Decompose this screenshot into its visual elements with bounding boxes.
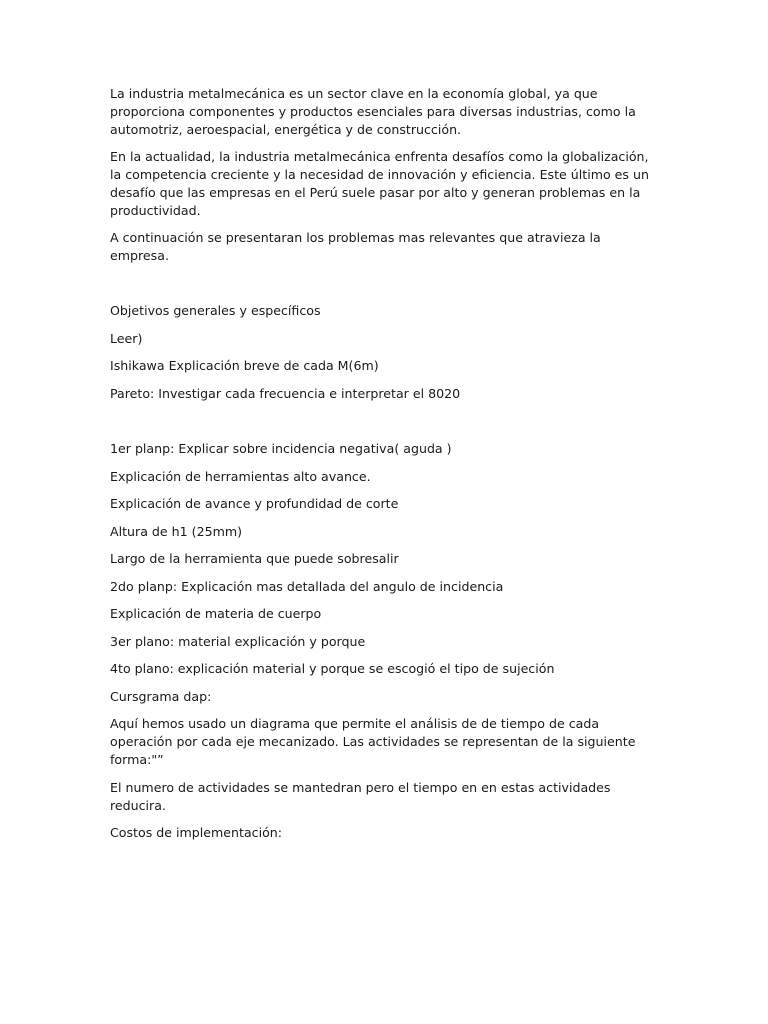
note-line: Costos de implementación: bbox=[110, 825, 283, 840]
note-line: Objetivos generales y específicos bbox=[110, 303, 321, 318]
note-paragraph: Aquí hemos usado un diagrama que permite el análisis de de tiempo de cada operación por cada eje mecanizado. Las actividades se representan de la siguiente forma:"” bbox=[110, 716, 636, 767]
note-line: Largo de la herramienta que puede sobresalir bbox=[110, 551, 399, 566]
note-line: Pareto: Investigar cada frecuencia e interpretar el 8020 bbox=[110, 385, 461, 401]
note-line: El numero de actividades se mantedran pero el tiempo en en estas actividades reducira. bbox=[110, 779, 611, 813]
context-paragraph: En la actualidad, la industria metalmecánica enfrenta desafíos como la globalización, la competencia creciente y la necesidad de innovación y eficiencia. Este último es un desafío que las empresas en el Perú suele pasar por alto y generan problemas en la productividad. bbox=[110, 149, 649, 218]
blank-spacer bbox=[110, 274, 655, 302]
note-line: Altura de h1 (25mm) bbox=[110, 523, 243, 539]
note-line: Ishikawa Explicación breve de cada M(6m) bbox=[110, 358, 379, 373]
note-line: Cursgrama dap: bbox=[110, 688, 212, 704]
note-line: 3er plano: material explicación y porque bbox=[110, 633, 366, 649]
note-line: Explicación de herramientas alto avance. bbox=[110, 468, 371, 484]
document-body bbox=[110, 85, 655, 852]
blank-spacer bbox=[110, 412, 655, 440]
note-line: 2do planp: Explicación mas detallada del angulo de incidencia bbox=[110, 578, 504, 594]
intro-paragraph: La industria metalmecánica es un sector clave en la economía global, ya que proporciona componentes y productos esenciales para diversas industrias, como la automotriz, aeroespacial, energética y de construcción. bbox=[110, 86, 636, 137]
note-line: Explicación de avance y profundidad de corte bbox=[110, 496, 399, 511]
note-line: 4to plano: explicación material y porque se escogió el tipo de sujeción bbox=[110, 661, 555, 676]
note-line: 1er planp: Explicar sobre incidencia negativa( aguda ) bbox=[110, 441, 452, 456]
note-line: Explicación de materia de cuerpo bbox=[110, 606, 322, 621]
transition-paragraph: A continuación se presentaran los problemas mas relevantes que atravieza la empresa. bbox=[110, 230, 601, 263]
note-line: Leer) bbox=[110, 330, 143, 346]
